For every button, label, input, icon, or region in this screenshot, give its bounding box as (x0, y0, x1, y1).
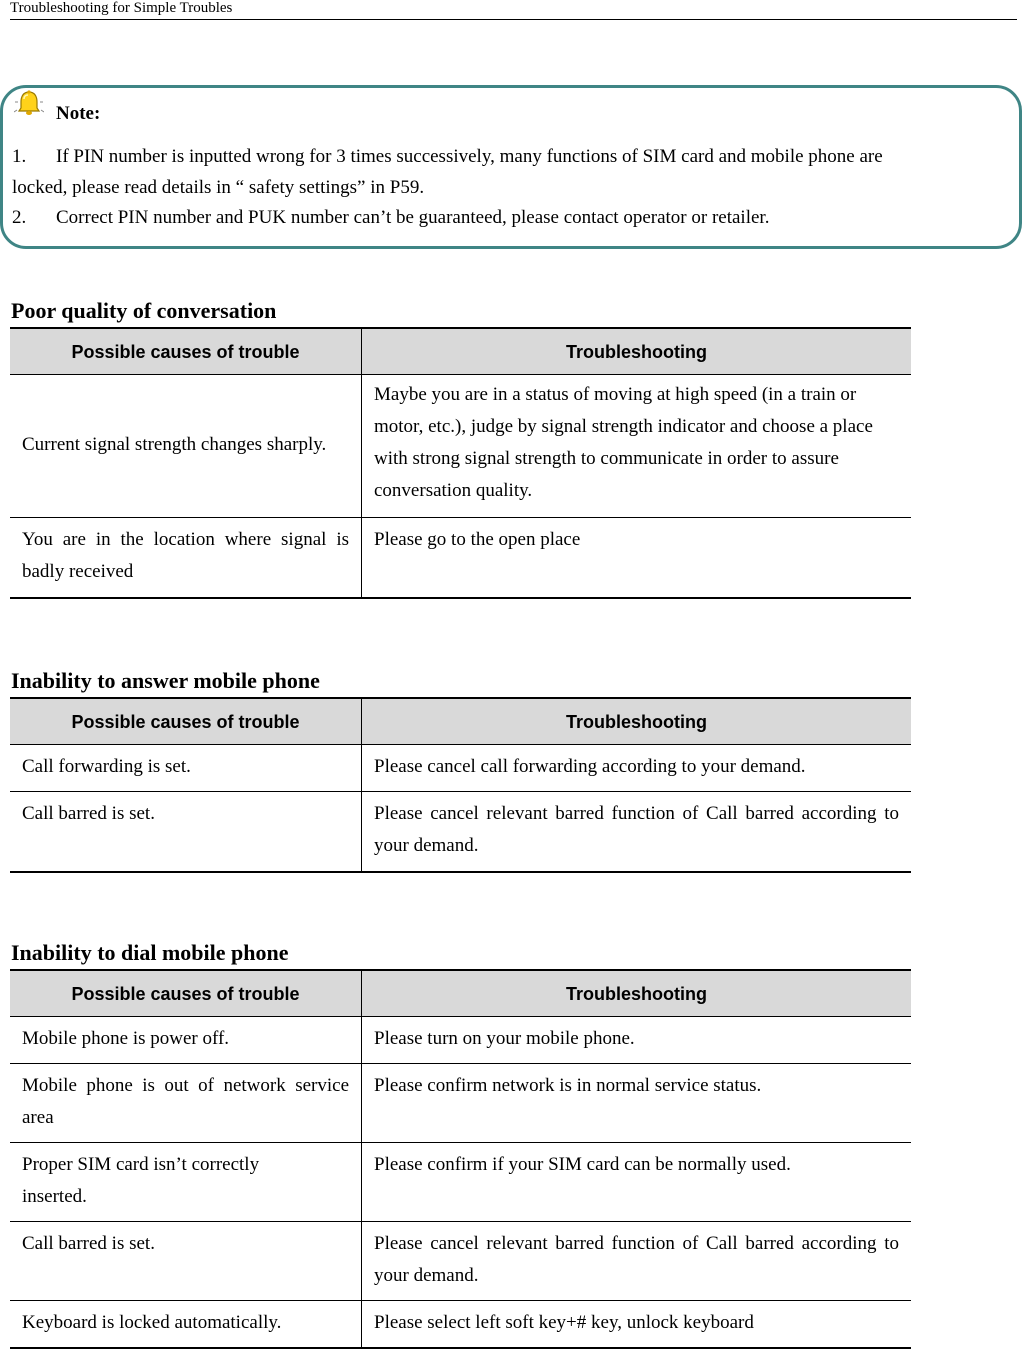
column-header: Possible causes of trouble (10, 698, 362, 745)
cause-cell: Call barred is set. (10, 1222, 362, 1301)
fix-cell: Maybe you are in a status of moving at high speed (in a train or motor, etc.), judge by signal strength indicator and choose a place with strong signal strength to communicate in order to assure conversation quality. (362, 375, 912, 518)
cause-cell: Mobile phone is power off. (10, 1017, 362, 1064)
section-title: Inability to answer mobile phone (11, 668, 320, 693)
table-row (10, 1017, 911, 1064)
header-rule (10, 19, 1017, 20)
note-item-number: 1. (12, 146, 27, 167)
cause-cell: Proper SIM card isn’t correctly inserted. (10, 1143, 362, 1222)
note-item-1-continued: locked, please read details in “ safety settings” in P59. (12, 177, 425, 198)
note-item-1 (12, 144, 1016, 170)
cause-cell: Call forwarding is set. (10, 745, 362, 792)
table-row (10, 1143, 911, 1222)
table-row (10, 792, 911, 872)
section-title: Inability to dial mobile phone (11, 940, 289, 965)
cause-cell: Current signal strength changes sharply. (10, 375, 362, 518)
fix-cell: Please cancel call forwarding according to your demand. (362, 745, 912, 792)
cause-cell: Keyboard is locked automatically. (10, 1301, 362, 1349)
cause-cell: Mobile phone is out of network service area (10, 1064, 362, 1143)
fix-cell: Please cancel relevant barred function of Call barred according to your demand. (362, 792, 912, 872)
table-row (10, 1301, 911, 1349)
table-row (10, 1064, 911, 1143)
column-header: Possible causes of trouble (10, 328, 362, 375)
fix-cell: Please confirm network is in normal service status. (362, 1064, 912, 1143)
fix-cell: Please turn on your mobile phone. (362, 1017, 912, 1064)
table-row (10, 375, 911, 518)
table-row (10, 1222, 911, 1301)
running-header: Troubleshooting for Simple Troubles (10, 0, 233, 16)
column-header: Troubleshooting (362, 698, 912, 745)
note-item-text: Correct PIN number and PUK number can’t be guaranteed, please contact operator or retailer. (56, 207, 770, 228)
table-row (10, 745, 911, 792)
trouble-table (10, 327, 911, 599)
fix-cell: Please go to the open place (362, 518, 912, 598)
column-header: Troubleshooting (362, 328, 912, 375)
cause-cell: You are in the location where signal is badly received (10, 518, 362, 598)
note-item-2 (12, 205, 769, 231)
note-title: Note: (56, 103, 101, 124)
trouble-table (10, 697, 911, 873)
fix-cell: Please select left soft key+# key, unlock keyboard (362, 1301, 912, 1349)
note-item-text: If PIN number is inputted wrong for 3 times successively, many functions of SIM card and mobile phone are (56, 146, 883, 167)
column-header: Possible causes of trouble (10, 970, 362, 1017)
cause-cell: Call barred is set. (10, 792, 362, 872)
note-item-number: 2. (12, 207, 27, 228)
column-header: Troubleshooting (362, 970, 912, 1017)
fix-cell: Please cancel relevant barred function of Call barred according to your demand. (362, 1222, 912, 1301)
section-title: Poor quality of conversation (11, 298, 277, 323)
bell-icon (14, 88, 44, 118)
fix-cell: Please confirm if your SIM card can be normally used. (362, 1143, 912, 1222)
table-row (10, 518, 911, 598)
trouble-table (10, 969, 911, 1349)
